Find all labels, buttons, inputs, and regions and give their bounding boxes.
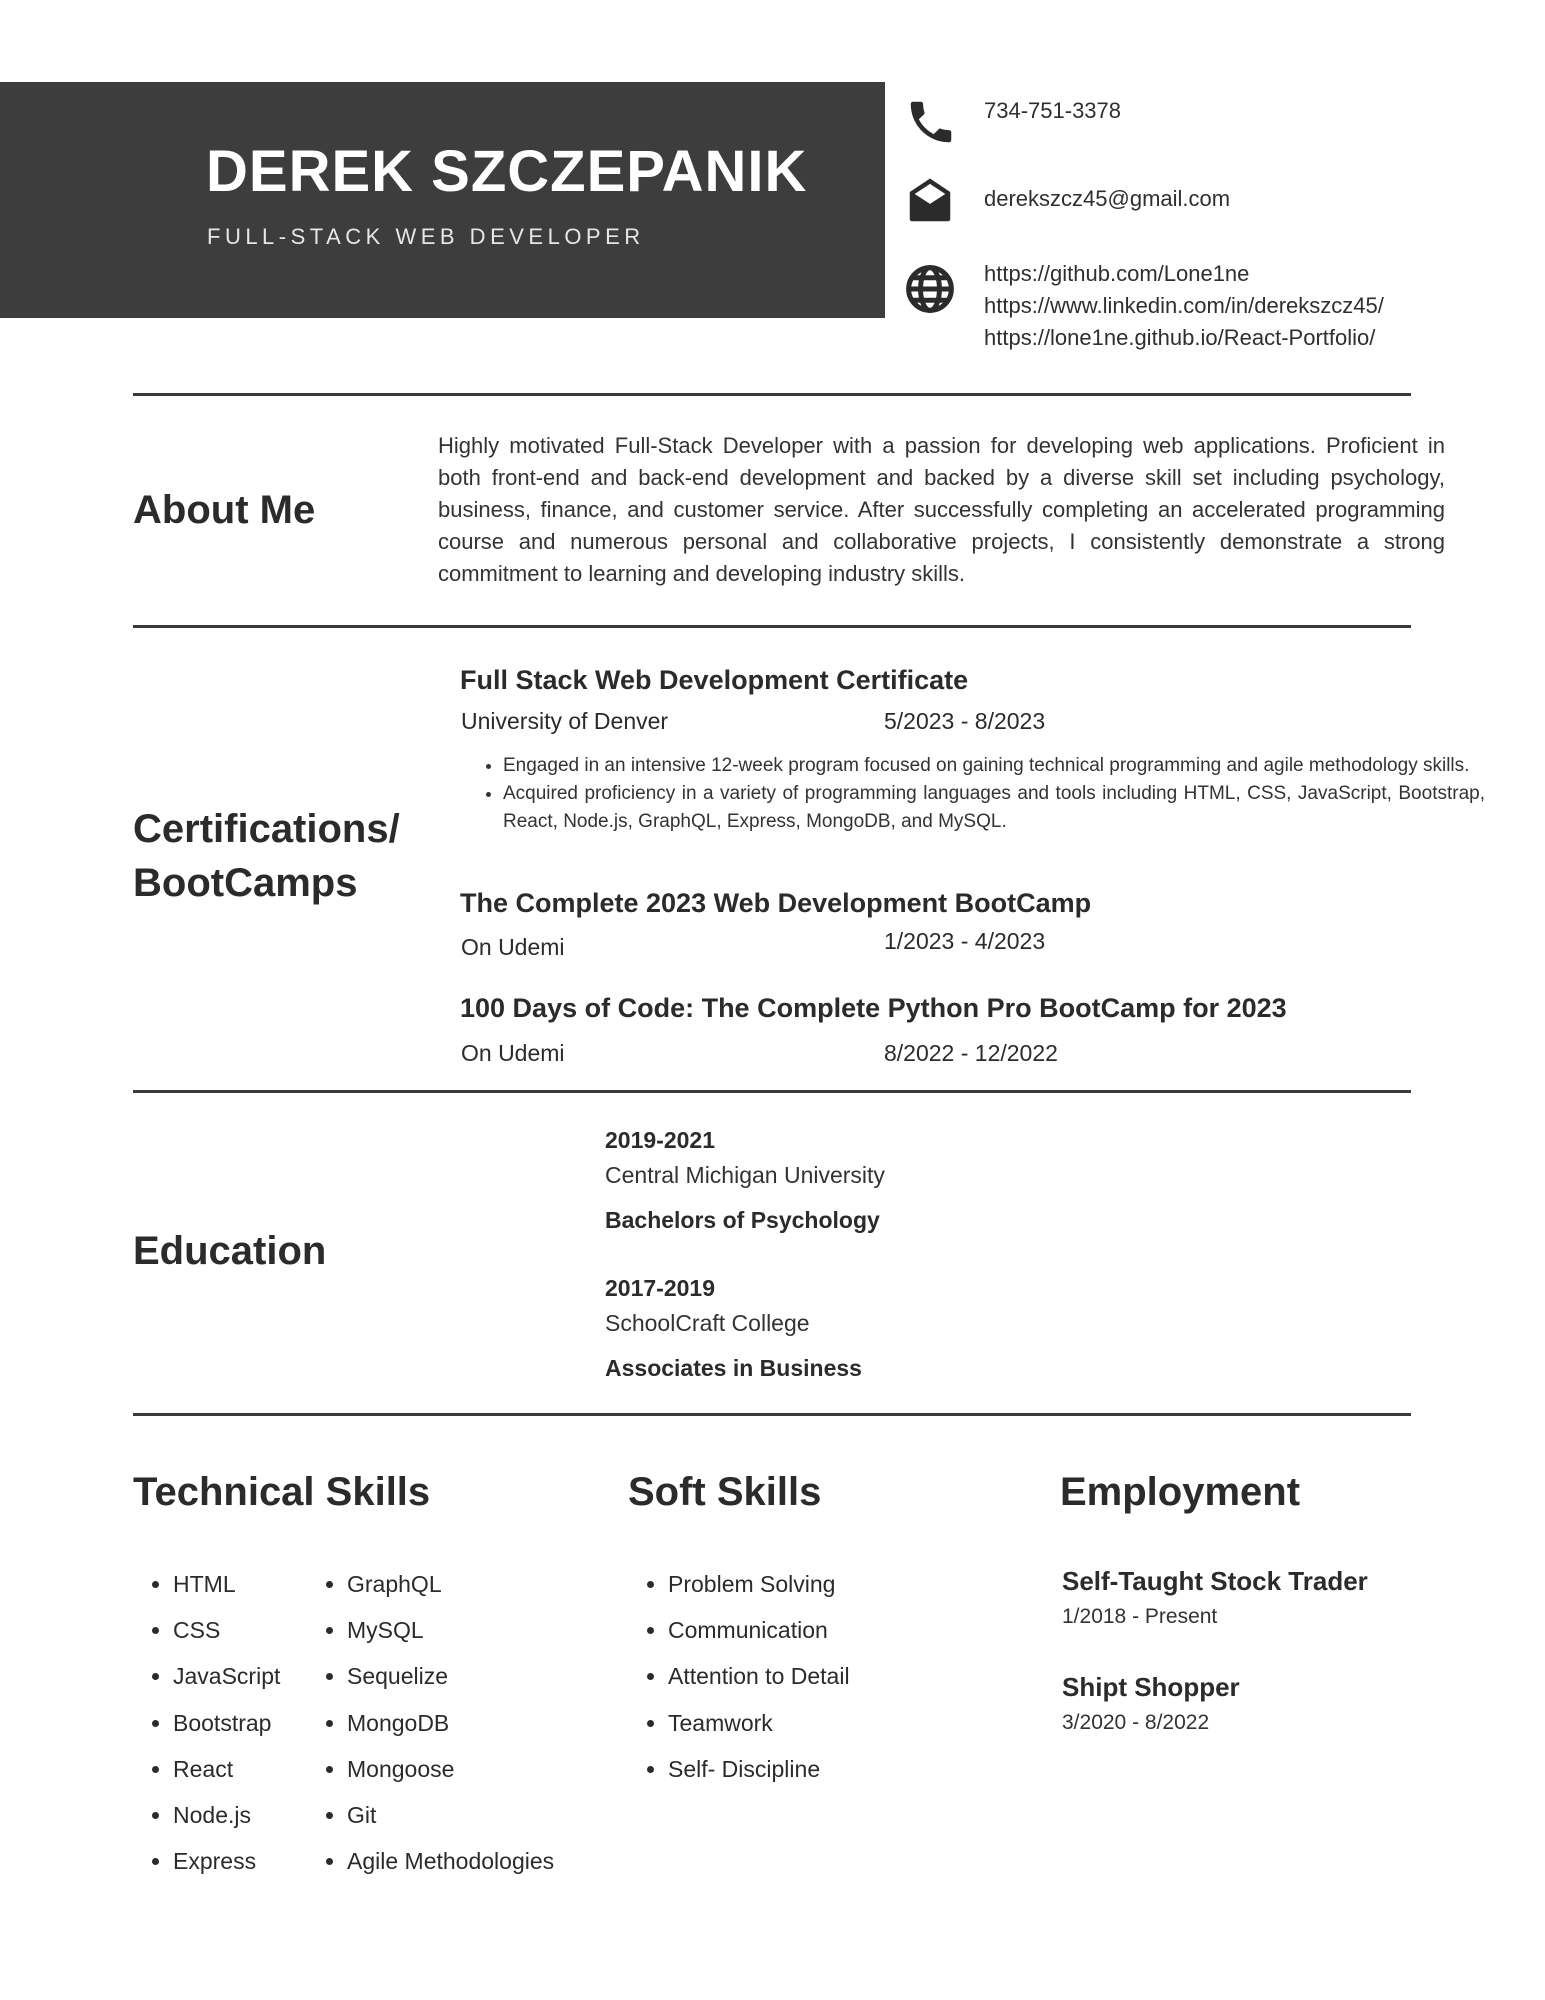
- list-item: • Teamwork: [668, 1700, 850, 1746]
- list-item: • Sequelize: [347, 1653, 554, 1699]
- github-link[interactable]: https://github.com/Lone1ne: [984, 261, 1250, 286]
- job-title: Self-Taught Stock Trader: [1062, 1566, 1368, 1596]
- list-item: • MongoDB: [347, 1700, 554, 1746]
- technical-skills-heading: Technical Skills: [133, 1470, 431, 1514]
- list-item: • Node.js: [173, 1792, 280, 1838]
- cert-title: 100 Days of Code: The Complete Python Pro BootCamp for 2023: [460, 993, 1287, 1023]
- education-degree: Associates in Business: [605, 1355, 862, 1381]
- portfolio-link[interactable]: https://lone1ne.github.io/React-Portfolio/: [984, 325, 1376, 350]
- cert-org: On Udemi: [461, 934, 565, 960]
- about-text: Highly motivated Full-Stack Developer with a passion for developing web applications. Proficient in both front-end and back-end development and backed by a diverse skill set including psychology, business, finance, and customer service. After successfully completing an accelerated programming course and numerous personal and collaborative projects, I consistently demonstrate a strong commitment to learning and developing industry skills.: [438, 433, 1445, 586]
- cert-dates: 8/2022 - 12/2022: [884, 1040, 1058, 1066]
- candidate-name: DEREK SZCZEPANIK: [206, 139, 808, 204]
- list-item: • CSS: [173, 1607, 280, 1653]
- cert-org: University of Denver: [461, 708, 669, 734]
- cert-org: On Udemi: [461, 1040, 565, 1066]
- list-item: • JavaScript: [173, 1653, 280, 1699]
- globe-icon: [903, 262, 957, 316]
- list-item: • React: [173, 1746, 280, 1792]
- section-divider: [133, 625, 1411, 628]
- education-years: 2017-2019: [605, 1275, 715, 1301]
- cert-dates: 5/2023 - 8/2023: [884, 708, 1046, 734]
- list-item: • Git: [347, 1792, 554, 1838]
- certifications-heading: BootCamps: [133, 861, 358, 905]
- education-heading: Education: [133, 1229, 327, 1273]
- list-item: • Express: [173, 1838, 280, 1884]
- section-divider: [133, 1413, 1411, 1416]
- cert-dates: 1/2023 - 4/2023: [884, 928, 1046, 954]
- cert-title: Full Stack Web Development Certificate: [460, 665, 969, 695]
- list-item: • MySQL: [347, 1607, 554, 1653]
- cert-bullets: [470, 752, 1485, 836]
- list-item: • Mongoose: [347, 1746, 554, 1792]
- phone-icon: [904, 95, 958, 149]
- list-item: • Communication: [668, 1607, 850, 1653]
- technical-skills-list: [307, 1561, 554, 1884]
- section-divider: [133, 1090, 1411, 1093]
- education-degree: Bachelors of Psychology: [605, 1207, 880, 1233]
- soft-skills-list: [628, 1561, 850, 1792]
- education-school: SchoolCraft College: [605, 1310, 810, 1336]
- list-item: • GraphQL: [347, 1561, 554, 1607]
- soft-skills-heading: Soft Skills: [628, 1470, 822, 1514]
- envelope-icon: [903, 174, 957, 228]
- list-item: • Self- Discipline: [668, 1746, 850, 1792]
- phone-number[interactable]: 734-751-3378: [984, 98, 1122, 123]
- employment-heading: Employment: [1060, 1470, 1301, 1514]
- section-divider: [133, 393, 1411, 396]
- list-item: • Attention to Detail: [668, 1653, 850, 1699]
- candidate-title: FULL-STACK WEB DEVELOPER: [207, 224, 645, 249]
- technical-skills-list: [133, 1561, 280, 1884]
- job-dates: 1/2018 - Present: [1062, 1605, 1218, 1628]
- list-item: • Bootstrap: [173, 1700, 280, 1746]
- about-heading: About Me: [133, 488, 316, 532]
- email-address[interactable]: derekszcz45@gmail.com: [984, 186, 1231, 211]
- education-years: 2019-2021: [605, 1127, 715, 1153]
- education-school: Central Michigan University: [605, 1162, 885, 1188]
- job-dates: 3/2020 - 8/2022: [1062, 1711, 1210, 1734]
- cert-title: The Complete 2023 Web Development BootCamp: [460, 888, 1092, 918]
- list-item: • HTML: [173, 1561, 280, 1607]
- list-item: • Acquired proficiency in a variety of programming languages and tools including HTML, CSS, JavaScript, Bootstrap, React, Node.js, GraphQL, Express, MongoDB, and MySQL.: [503, 780, 1485, 836]
- list-item: • Problem Solving: [668, 1561, 850, 1607]
- list-item: • Engaged in an intensive 12-week program focused on gaining technical programming and agile methodology skills.: [503, 752, 1485, 780]
- certifications-heading: Certifications/: [133, 807, 400, 851]
- list-item: • Agile Methodologies: [347, 1838, 554, 1884]
- job-title: Shipt Shopper: [1062, 1672, 1240, 1702]
- linkedin-link[interactable]: https://www.linkedin.com/in/derekszcz45/: [984, 293, 1384, 318]
